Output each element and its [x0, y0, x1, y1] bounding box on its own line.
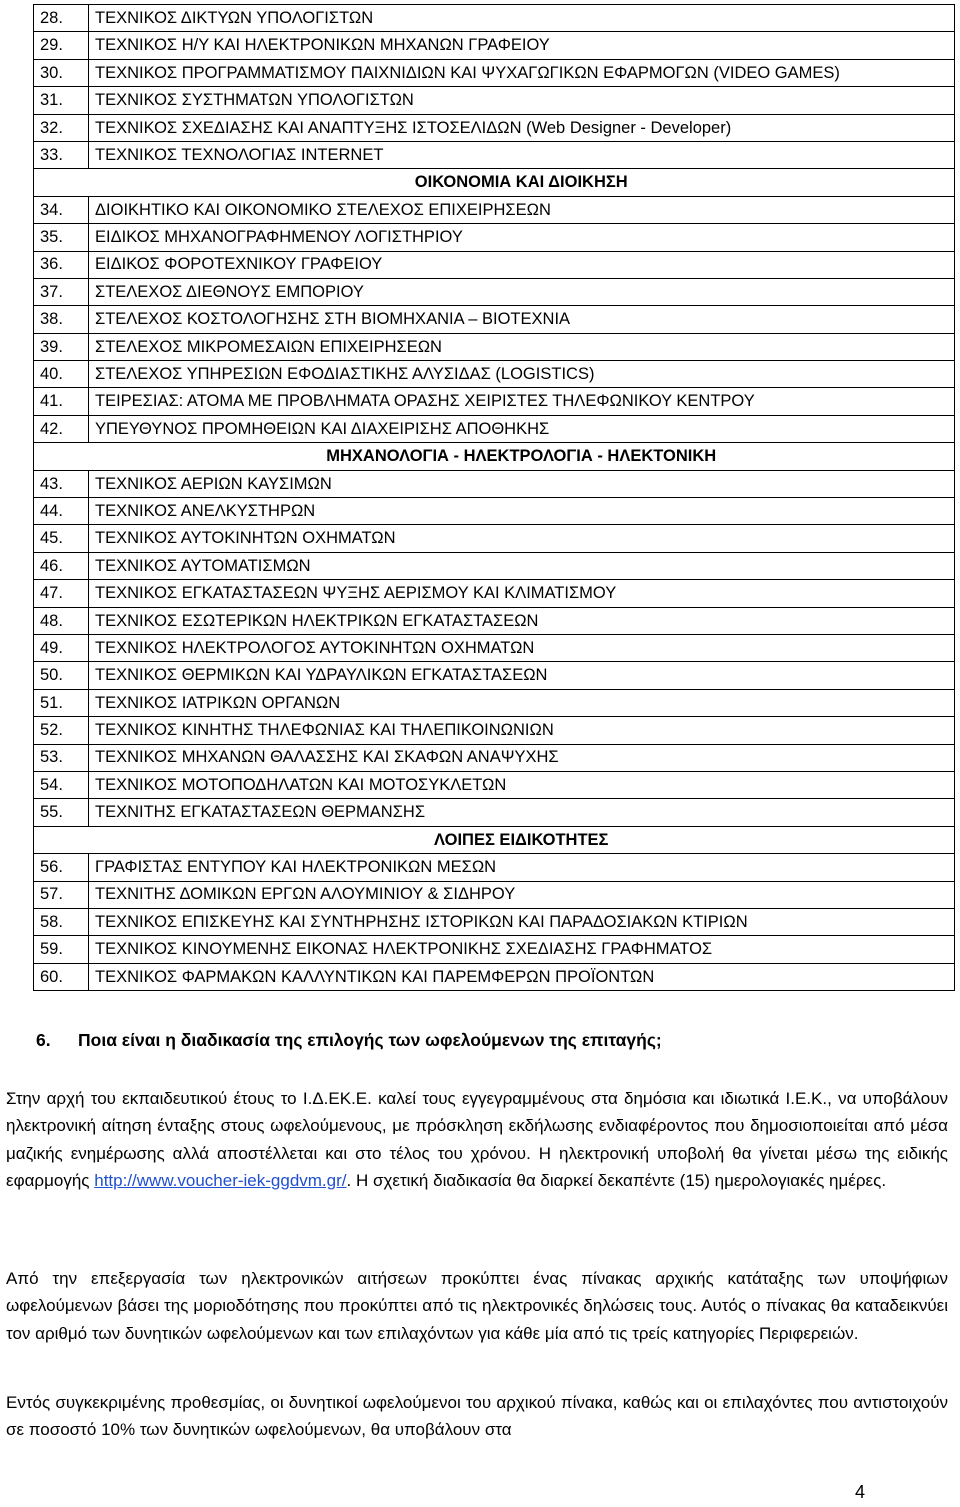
table-row: [34, 525, 955, 552]
table-row: [34, 634, 955, 661]
row-number-cell: 49.: [34, 634, 89, 661]
table-row: [34, 799, 955, 826]
specialty-name-cell: ΓΡΑΦΙΣΤΑΣ ΕΝΤΥΠΟΥ ΚΑΙ ΗΛΕΚΤΡΟΝΙΚΩΝ ΜΕΣΩΝ: [89, 854, 955, 881]
category-header-blank-cell: [34, 169, 89, 196]
table-row: [34, 470, 955, 497]
page-number: 4: [855, 1482, 866, 1502]
specialty-name-cell: ΤΕΧΝΙΚΟΣ ΑΥΤΟΚΙΝΗΤΩΝ ΟΧΗΜΑΤΩΝ: [89, 525, 955, 552]
question-text: Ποια είναι η διαδικασία της επιλογής των ωφελούμενων της επιταγής;: [78, 1030, 662, 1050]
row-number-cell: 46.: [34, 552, 89, 579]
specialty-name-cell: ΤΕΧΝΙΚΟΣ ΙΑΤΡΙΚΩΝ ΟΡΓΑΝΩΝ: [89, 689, 955, 716]
table-row: [34, 251, 955, 278]
row-number-cell: 38.: [34, 306, 89, 333]
specialty-name-cell: ΤΕΧΝΙΚΟΣ ΠΡΟΓΡΑΜΜΑΤΙΣΜΟΥ ΠΑΙΧΝΙΔΙΩΝ ΚΑΙ ΨΥΧΑΓΩΓΙΚΩΝ ΕΦΑΡΜΟΓΩΝ (VIDEO GAMES): [89, 59, 955, 86]
specialty-name-cell: ΤΕΧΝΙΚΟΣ ΜΗΧΑΝΩΝ ΘΑΛΑΣΣΗΣ ΚΑΙ ΣΚΑΦΩΝ ΑΝΑΨΥΧΗΣ: [89, 744, 955, 771]
specialty-name-cell: ΤΕΧΝΙΚΟΣ ΕΣΩΤΕΡΙΚΩΝ ΗΛΕΚΤΡΙΚΩΝ ΕΓΚΑΤΑΣΤΑΣΕΩΝ: [89, 607, 955, 634]
table-row: [34, 771, 955, 798]
row-number-cell: 56.: [34, 854, 89, 881]
row-number-cell: 31.: [34, 87, 89, 114]
specialty-name-cell: ΤΕΧΝΙΚΟΣ ΑΝΕΛΚΥΣΤΗΡΩΝ: [89, 498, 955, 525]
table-row: [34, 498, 955, 525]
row-number-cell: 55.: [34, 799, 89, 826]
category-header-cell: ΛΟΙΠΕΣ ΕΙΔΙΚΟΤΗΤΕΣ: [89, 826, 955, 853]
specialty-name-cell: ΤΕΧΝΙΚΟΣ ΑΕΡΙΩΝ ΚΑΥΣΙΜΩΝ: [89, 470, 955, 497]
table-row: [34, 5, 955, 32]
category-header-row: [34, 826, 955, 853]
table-row: [34, 196, 955, 223]
specialty-name-cell: ΣΤΕΛΕΧΟΣ ΔΙΕΘΝΟΥΣ ΕΜΠΟΡΙΟΥ: [89, 278, 955, 305]
row-number-cell: 57.: [34, 881, 89, 908]
row-number-cell: 51.: [34, 689, 89, 716]
paragraph-deadline: Εντός συγκεκριμένης προθεσμίας, οι δυνητικοί ωφελούμενοι του αρχικού πίνακα, καθώς και οι επιλαχόντες που αντιστοιχούν σε ποσοστό 10% των δυνητικών ωφελούμενων, θα υποβάλουν στα: [6, 1393, 948, 1440]
specialty-name-cell: ΤΕΧΝΙΚΟΣ ΣΧΕΔΙΑΣΗΣ ΚΑΙ ΑΝΑΠΤΥΞΗΣ ΙΣΤΟΣΕΛΙΔΩΝ (Web Designer - Developer): [89, 114, 955, 141]
paragraph1-text-before-link: Στην αρχή του εκπαιδευτικού έτους το Ι.Δ.ΕΚ.Ε. καλεί τους εγγεγραμμένους στα δημόσια και ιδιωτικά Ι.Ε.Κ., να υποβάλουν ηλεκτρονική αίτηση ένταξης στους ωφελούμενους, με πρόσκληση εκδήλωσης ενδιαφέροντος που δημοσιοποιείται από μέσα μαζικής ενημέρωσης αλλά αποστέλλεται και στο τέλος του χρόνου. Η ηλεκτρονική υποβολή θα γίνεται μέσω της ειδικής εφαρμογής: [6, 1089, 948, 1191]
row-number-cell: 47.: [34, 580, 89, 607]
specialty-name-cell: ΤΕΧΝΙΚΟΣ ΔΙΚΤΥΩΝ ΥΠΟΛΟΓΙΣΤΩΝ: [89, 5, 955, 32]
specialty-name-cell: ΔΙΟΙΚΗΤΙΚΟ ΚΑΙ ΟΙΚΟΝΟΜΙΚΟ ΣΤΕΛΕΧΟΣ ΕΠΙΧΕΙΡΗΣΕΩΝ: [89, 196, 955, 223]
row-number-cell: 34.: [34, 196, 89, 223]
table-row: [34, 306, 955, 333]
row-number-cell: 36.: [34, 251, 89, 278]
row-number-cell: 50.: [34, 662, 89, 689]
row-number-cell: 37.: [34, 278, 89, 305]
table-row: [34, 552, 955, 579]
specialty-name-cell: ΤΕΧΝΙΚΟΣ ΑΥΤΟΜΑΤΙΣΜΩΝ: [89, 552, 955, 579]
specialty-name-cell: ΤΕΧΝΙΚΟΣ ΘΕΡΜΙΚΩΝ ΚΑΙ ΥΔΡΑΥΛΙΚΩΝ ΕΓΚΑΤΑΣΤΑΣΕΩΝ: [89, 662, 955, 689]
table-row: [34, 141, 955, 168]
row-number-cell: 29.: [34, 32, 89, 59]
table-row: [34, 32, 955, 59]
row-number-cell: 43.: [34, 470, 89, 497]
row-number-cell: 33.: [34, 141, 89, 168]
row-number-cell: 28.: [34, 5, 89, 32]
row-number-cell: 44.: [34, 498, 89, 525]
paragraph1-text-after-link: . Η σχετική διαδικασία θα διαρκεί δεκαπέντε (15) ημερολογιακές ημέρες.: [346, 1171, 887, 1191]
specialty-name-cell: ΤΕΧΝΙΚΟΣ ΦΑΡΜΑΚΩΝ ΚΑΛΛΥΝΤΙΚΩΝ ΚΑΙ ΠΑΡΕΜΦΕΡΩΝ ΠΡΟΪΟΝΤΩΝ: [89, 963, 955, 990]
specialty-name-cell: ΤΕΧΝΙΤΗΣ ΕΓΚΑΤΑΣΤΑΣΕΩΝ ΘΕΡΜΑΝΣΗΣ: [89, 799, 955, 826]
row-number-cell: 45.: [34, 525, 89, 552]
specialty-name-cell: ΤΕΧΝΙΚΟΣ ΕΠΙΣΚΕΥΗΣ ΚΑΙ ΣΥΝΤΗΡΗΣΗΣ ΙΣΤΟΡΙΚΩΝ ΚΑΙ ΠΑΡΑΔΟΣΙΑΚΩΝ ΚΤΙΡΙΩΝ: [89, 908, 955, 935]
row-number-cell: 41.: [34, 388, 89, 415]
row-number-cell: 53.: [34, 744, 89, 771]
specialty-name-cell: ΣΤΕΛΕΧΟΣ ΜΙΚΡΟΜΕΣΑΙΩΝ ΕΠΙΧΕΙΡΗΣΕΩΝ: [89, 333, 955, 360]
specialty-name-cell: ΤΕΧΝΙΚΟΣ ΕΓΚΑΤΑΣΤΑΣΕΩΝ ΨΥΞΗΣ ΑΕΡΙΣΜΟΥ ΚΑΙ ΚΛΙΜΑΤΙΣΜΟΥ: [89, 580, 955, 607]
table-row: [34, 717, 955, 744]
specialty-name-cell: ΤΕΧΝΙΚΟΣ Η/Υ ΚΑΙ ΗΛΕΚΤΡΟΝΙΚΩΝ ΜΗΧΑΝΩΝ ΓΡΑΦΕΙΟΥ: [89, 32, 955, 59]
table-row: [34, 388, 955, 415]
specialty-name-cell: ΕΙΔΙΚΟΣ ΦΟΡΟΤΕΧΝΙΚΟΥ ΓΡΑΦΕΙΟΥ: [89, 251, 955, 278]
table-row: [34, 580, 955, 607]
table-row: [34, 908, 955, 935]
specialty-name-cell: ΤΕΧΝΙΤΗΣ ΔΟΜΙΚΩΝ ΕΡΓΩΝ ΑΛΟΥΜΙΝΙΟΥ & ΣΙΔΗΡΟΥ: [89, 881, 955, 908]
table-row: [34, 87, 955, 114]
category-header-blank-cell: [34, 826, 89, 853]
table-row: [34, 936, 955, 963]
table-row: [34, 224, 955, 251]
paragraph-application-process: [6, 1085, 948, 1195]
question-number: 6.: [36, 1030, 51, 1050]
table-row: [34, 59, 955, 86]
specialty-name-cell: ΤΕΧΝΙΚΟΣ ΚΙΝΟΥΜΕΝΗΣ ΕΙΚΟΝΑΣ ΗΛΕΚΤΡΟΝΙΚΗΣ ΣΧΕΔΙΑΣΗΣ ΓΡΑΦΗΜΑΤΟΣ: [89, 936, 955, 963]
table-row: [34, 278, 955, 305]
category-header-row: [34, 169, 955, 196]
specialty-name-cell: ΣΤΕΛΕΧΟΣ ΚΟΣΤΟΛΟΓΗΣΗΣ ΣΤΗ ΒΙΟΜΗΧΑΝΙΑ – ΒΙΟΤΕΧΝΙΑ: [89, 306, 955, 333]
specialty-name-cell: ΤΕΙΡΕΣΙΑΣ: ΑΤΟΜΑ ΜΕ ΠΡΟΒΛΗΜΑΤΑ ΟΡΑΣΗΣ ΧΕΙΡΙΣΤΕΣ ΤΗΛΕΦΩΝΙΚΟΥ ΚΕΝΤΡΟΥ: [89, 388, 955, 415]
paragraph-ranking-table: Από την επεξεργασία των ηλεκτρονικών αιτήσεων προκύπτει ένας πίνακας αρχικής κατάταξης των υποψήφιων ωφελούμενων βάσει της μοριοδότησης που προκύπτει από τις ηλεκτρονικές δηλώσεις τους. Αυτός ο πίνακας θα καταδεικνύει τον αριθμό των δυνητικών ωφελούμενων και των επιλαχόντων για κάθε μία από τις τρείς κατηγορίες Περιφερειών.: [6, 1269, 948, 1343]
table-row: [34, 333, 955, 360]
table-row: [34, 689, 955, 716]
specialty-name-cell: ΤΕΧΝΙΚΟΣ ΤΕΧΝΟΛΟΓΙΑΣ INTERNET: [89, 141, 955, 168]
row-number-cell: 58.: [34, 908, 89, 935]
voucher-link[interactable]: http://www.voucher-iek-ggdvm.gr/: [94, 1171, 347, 1191]
table-row: [34, 361, 955, 388]
row-number-cell: 40.: [34, 361, 89, 388]
row-number-cell: 52.: [34, 717, 89, 744]
specialties-table: [33, 4, 955, 991]
row-number-cell: 35.: [34, 224, 89, 251]
specialty-name-cell: ΤΕΧΝΙΚΟΣ ΣΥΣΤΗΜΑΤΩΝ ΥΠΟΛΟΓΙΣΤΩΝ: [89, 87, 955, 114]
table-row: [34, 607, 955, 634]
row-number-cell: 59.: [34, 936, 89, 963]
row-number-cell: 60.: [34, 963, 89, 990]
question-heading: [36, 1030, 662, 1051]
table-row: [34, 854, 955, 881]
row-number-cell: 42.: [34, 415, 89, 442]
specialties-table-body: [34, 5, 955, 991]
category-header-cell: ΟΙΚΟΝΟΜΙΑ ΚΑΙ ΔΙΟΙΚΗΣΗ: [89, 169, 955, 196]
row-number-cell: 54.: [34, 771, 89, 798]
specialty-name-cell: ΕΙΔΙΚΟΣ ΜΗΧΑΝΟΓΡΑΦΗΜΕΝΟΥ ΛΟΓΙΣΤΗΡΙΟΥ: [89, 224, 955, 251]
table-row: [34, 415, 955, 442]
table-row: [34, 963, 955, 990]
table-row: [34, 114, 955, 141]
specialty-name-cell: ΤΕΧΝΙΚΟΣ ΗΛΕΚΤΡΟΛΟΓΟΣ ΑΥΤΟΚΙΝΗΤΩΝ ΟΧΗΜΑΤΩΝ: [89, 634, 955, 661]
specialty-name-cell: ΣΤΕΛΕΧΟΣ ΥΠΗΡΕΣΙΩΝ ΕΦΟΔΙΑΣΤΙΚΗΣ ΑΛΥΣΙΔΑΣ (LOGISTICS): [89, 361, 955, 388]
specialty-name-cell: ΤΕΧΝΙΚΟΣ ΜΟΤΟΠΟΔΗΛΑΤΩΝ ΚΑΙ ΜΟΤΟΣΥΚΛΕΤΩΝ: [89, 771, 955, 798]
table-row: [34, 662, 955, 689]
row-number-cell: 39.: [34, 333, 89, 360]
table-row: [34, 881, 955, 908]
category-header-blank-cell: [34, 443, 89, 470]
specialty-name-cell: ΥΠΕΥΘΥΝΟΣ ΠΡΟΜΗΘΕΙΩΝ ΚΑΙ ΔΙΑΧΕΙΡΙΣΗΣ ΑΠΟΘΗΚΗΣ: [89, 415, 955, 442]
specialty-name-cell: ΤΕΧΝΙΚΟΣ ΚΙΝΗΤΗΣ ΤΗΛΕΦΩΝΙΑΣ ΚΑΙ ΤΗΛΕΠΙΚΟΙΝΩΝΙΩΝ: [89, 717, 955, 744]
row-number-cell: 32.: [34, 114, 89, 141]
category-header-row: [34, 443, 955, 470]
row-number-cell: 48.: [34, 607, 89, 634]
table-row: [34, 744, 955, 771]
category-header-cell: ΜΗΧΑΝΟΛΟΓΙΑ - ΗΛΕΚΤΡΟΛΟΓΙΑ - ΗΛΕΚΤΟΝΙΚΗ: [89, 443, 955, 470]
row-number-cell: 30.: [34, 59, 89, 86]
